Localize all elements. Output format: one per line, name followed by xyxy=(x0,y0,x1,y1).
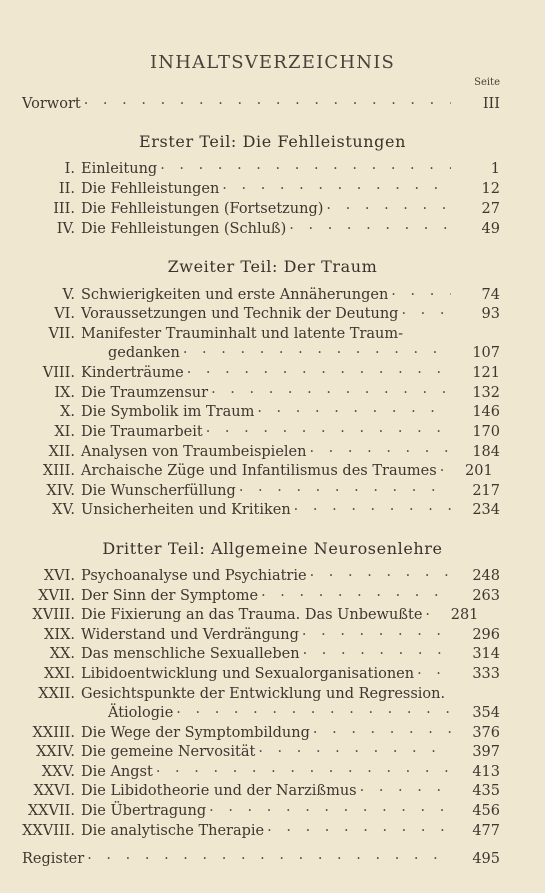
toc-entry[interactable] xyxy=(0,180,545,198)
entry-number: XIII. xyxy=(42,463,75,479)
entry-title: Unsicherheiten und Kritiken xyxy=(81,502,291,518)
toc-entry[interactable] xyxy=(0,645,545,663)
entry-title: Archaische Züge und Infantilismus des Traumes xyxy=(81,463,437,479)
leader-dots xyxy=(209,802,451,820)
toc-entry[interactable] xyxy=(0,567,545,585)
entry-number: XV. xyxy=(52,502,75,518)
entry-number: XXIV. xyxy=(36,744,75,760)
leader-dots xyxy=(176,704,451,722)
entry-title: Die Fehlleistungen xyxy=(81,181,220,197)
leader-dots xyxy=(440,462,444,480)
entry-page: 74 xyxy=(481,287,500,303)
entry-title: Gesichtspunkte der Entwicklung und Regression. xyxy=(81,686,446,702)
entry-page: 184 xyxy=(472,444,500,460)
leader-dots xyxy=(303,645,451,663)
entry-number: VII. xyxy=(48,326,75,342)
entry-title: Kinderträume xyxy=(81,365,184,381)
entry-title-continued: Ätiologie xyxy=(108,705,174,721)
leader-dots xyxy=(294,501,451,519)
toc-entry[interactable] xyxy=(0,443,545,461)
entry-page: 170 xyxy=(472,424,500,440)
toc-entry[interactable] xyxy=(0,822,545,840)
page-title: INHALTSVERZEICHNIS xyxy=(149,52,396,73)
entry-page: 456 xyxy=(472,803,500,819)
entry-page: 354 xyxy=(472,705,500,721)
page-column-label: Seite xyxy=(474,77,500,88)
entry-title: Die Fehlleistungen (Schluß) xyxy=(81,221,287,237)
toc-entry[interactable] xyxy=(0,160,545,178)
entry-number: V. xyxy=(62,287,75,303)
leader-dots xyxy=(391,286,451,304)
leader-dots xyxy=(302,626,451,644)
leader-dots xyxy=(87,850,451,868)
entry-title: Einleitung xyxy=(81,161,158,177)
entry-number: XX. xyxy=(49,646,75,662)
entry-title-continued: gedanken xyxy=(108,345,180,361)
entry-title: Die Fehlleistungen (Fortsetzung) xyxy=(81,201,324,217)
entry-page: 132 xyxy=(472,385,500,401)
part-heading-1: Erster Teil: Die Fehlleistungen xyxy=(139,132,406,151)
entry-number: XII. xyxy=(48,444,75,460)
leader-dots xyxy=(206,423,451,441)
toc-entry-register[interactable] xyxy=(0,850,545,868)
entry-title: Die gemeine Nervosität xyxy=(81,744,256,760)
entry-number: XVIII. xyxy=(32,607,75,623)
entry-number: XXIII. xyxy=(32,725,75,741)
entry-title: Die analytische Therapie xyxy=(81,823,265,839)
toc-entry[interactable] xyxy=(0,423,545,441)
leader-dots xyxy=(156,763,451,781)
entry-page: 477 xyxy=(472,823,500,839)
leader-dots xyxy=(160,160,451,178)
leader-dots xyxy=(187,364,451,382)
toc-entry[interactable] xyxy=(0,200,545,218)
leader-dots xyxy=(258,743,451,761)
entry-page: 146 xyxy=(472,404,500,420)
entry-number: XVII. xyxy=(38,588,75,604)
leader-dots xyxy=(261,587,451,605)
entry-number: XXV. xyxy=(41,764,75,780)
entry-number: IV. xyxy=(56,221,75,237)
leader-dots xyxy=(239,482,451,500)
entry-number: X. xyxy=(60,404,75,420)
entry-number: IX. xyxy=(54,385,75,401)
toc-entry[interactable] xyxy=(0,286,545,304)
entry-page: 333 xyxy=(472,666,500,682)
toc-entry[interactable] xyxy=(0,743,545,761)
toc-entry[interactable] xyxy=(0,384,545,402)
entry-page: 234 xyxy=(472,502,500,518)
entry-page: 397 xyxy=(472,744,500,760)
entry-page: 296 xyxy=(472,627,500,643)
toc-entry[interactable] xyxy=(0,305,545,323)
leader-dots xyxy=(360,782,451,800)
entry-page: 49 xyxy=(481,221,500,237)
toc-entry[interactable] xyxy=(0,403,545,421)
entry-page: 27 xyxy=(481,201,500,217)
entry-page: 435 xyxy=(472,783,500,799)
leader-dots xyxy=(425,606,429,624)
leader-dots xyxy=(310,567,451,585)
entry-title: Die Traumarbeit xyxy=(81,424,203,440)
toc-entry[interactable] xyxy=(0,462,545,480)
entry-title: Widerstand und Verdrängung xyxy=(81,627,299,643)
entry-number: I. xyxy=(64,161,75,177)
entry-title: Die Wege der Symptombildung xyxy=(81,725,310,741)
entry-page: 121 xyxy=(472,365,500,381)
part-heading-3: Dritter Teil: Allgemeine Neurosenlehre xyxy=(102,539,443,558)
entry-page: 107 xyxy=(472,345,500,361)
leader-dots xyxy=(211,384,451,402)
leader-dots xyxy=(267,822,451,840)
entry-title: Psychoanalyse und Psychiatrie xyxy=(81,568,307,584)
entry-page: III xyxy=(482,96,500,112)
entry-title: Schwierigkeiten und erste Annäherungen xyxy=(81,287,389,303)
entry-title: Libidoentwicklung und Sexualorganisationen xyxy=(81,666,415,682)
entry-number: VI. xyxy=(54,306,75,322)
entry-page: 263 xyxy=(472,588,500,604)
toc-entry[interactable] xyxy=(0,587,545,605)
entry-page: 413 xyxy=(472,764,500,780)
entry-title: Die Fixierung an das Trauma. Das Unbewußte xyxy=(81,607,423,623)
leader-dots xyxy=(313,724,451,742)
entry-page: 93 xyxy=(481,306,500,322)
toc-entry[interactable] xyxy=(0,482,545,500)
toc-entry-continued[interactable] xyxy=(0,344,545,362)
entry-number: III. xyxy=(53,201,75,217)
entry-number: XXI. xyxy=(44,666,75,682)
toc-entry[interactable] xyxy=(0,364,545,382)
toc-entry[interactable] xyxy=(0,665,545,683)
toc-entry[interactable] xyxy=(0,606,545,624)
entry-title: Der Sinn der Symptome xyxy=(81,588,259,604)
entry-number: XXII. xyxy=(38,686,75,702)
entry-page: 201 xyxy=(465,463,493,479)
entry-title: Die Libidotheorie und der Narzißmus xyxy=(81,783,357,799)
entry-title: Die Wunscherfüllung xyxy=(81,483,236,499)
toc-entry[interactable] xyxy=(0,501,545,519)
entry-number: II. xyxy=(58,181,75,197)
leader-dots xyxy=(401,305,451,323)
entry-title: Analysen von Traumbeispielen xyxy=(81,444,307,460)
entry-number: XI. xyxy=(54,424,75,440)
entry-title: Die Angst xyxy=(81,764,153,780)
toc-entry[interactable] xyxy=(0,325,545,343)
leader-dots xyxy=(326,200,451,218)
entry-number: XVI. xyxy=(43,568,75,584)
entry-page: 1 xyxy=(490,161,500,177)
toc-entry[interactable] xyxy=(0,685,545,703)
entry-number: VIII. xyxy=(42,365,75,381)
entry-number: XXVII. xyxy=(27,803,75,819)
entry-title: Die Traumzensur xyxy=(81,385,209,401)
entry-page: 217 xyxy=(472,483,500,499)
leader-dots xyxy=(222,180,451,198)
part-heading-2: Zweiter Teil: Der Traum xyxy=(167,257,378,276)
leader-dots xyxy=(183,344,451,362)
toc-entry[interactable] xyxy=(0,626,545,644)
entry-title: Voraussetzungen und Technik der Deutung xyxy=(81,306,399,322)
leader-dots xyxy=(289,220,451,238)
entry-number: XIX. xyxy=(44,627,75,643)
toc-entry[interactable] xyxy=(0,802,545,820)
toc-entry[interactable] xyxy=(0,220,545,238)
entry-page: 281 xyxy=(450,607,479,623)
entry-page: 495 xyxy=(472,851,500,867)
toc-entry[interactable] xyxy=(0,724,545,742)
entry-number: XIV. xyxy=(46,483,75,499)
toc-entry-vorwort[interactable] xyxy=(0,95,545,113)
entry-page: 314 xyxy=(472,646,500,662)
entry-title: Vorwort xyxy=(22,96,81,112)
toc-entry[interactable] xyxy=(0,782,545,800)
entry-title: Die Symbolik im Traum xyxy=(81,404,255,420)
toc-entry-continued[interactable] xyxy=(0,704,545,722)
entry-page: 376 xyxy=(472,725,500,741)
entry-title: Das menschliche Sexualleben xyxy=(81,646,300,662)
entry-title: Die Übertragung xyxy=(81,803,207,819)
entry-page: 12 xyxy=(481,181,500,197)
entry-title: Manifester Trauminhalt und latente Traum- xyxy=(81,326,404,342)
leader-dots xyxy=(417,665,451,683)
entry-number: XXVI. xyxy=(33,783,75,799)
leader-dots xyxy=(309,443,451,461)
entry-page: 248 xyxy=(472,568,500,584)
leader-dots xyxy=(257,403,451,421)
toc-entry[interactable] xyxy=(0,763,545,781)
entry-title: Register xyxy=(22,851,85,867)
entry-number: XXVIII. xyxy=(22,823,75,839)
leader-dots xyxy=(84,95,451,113)
